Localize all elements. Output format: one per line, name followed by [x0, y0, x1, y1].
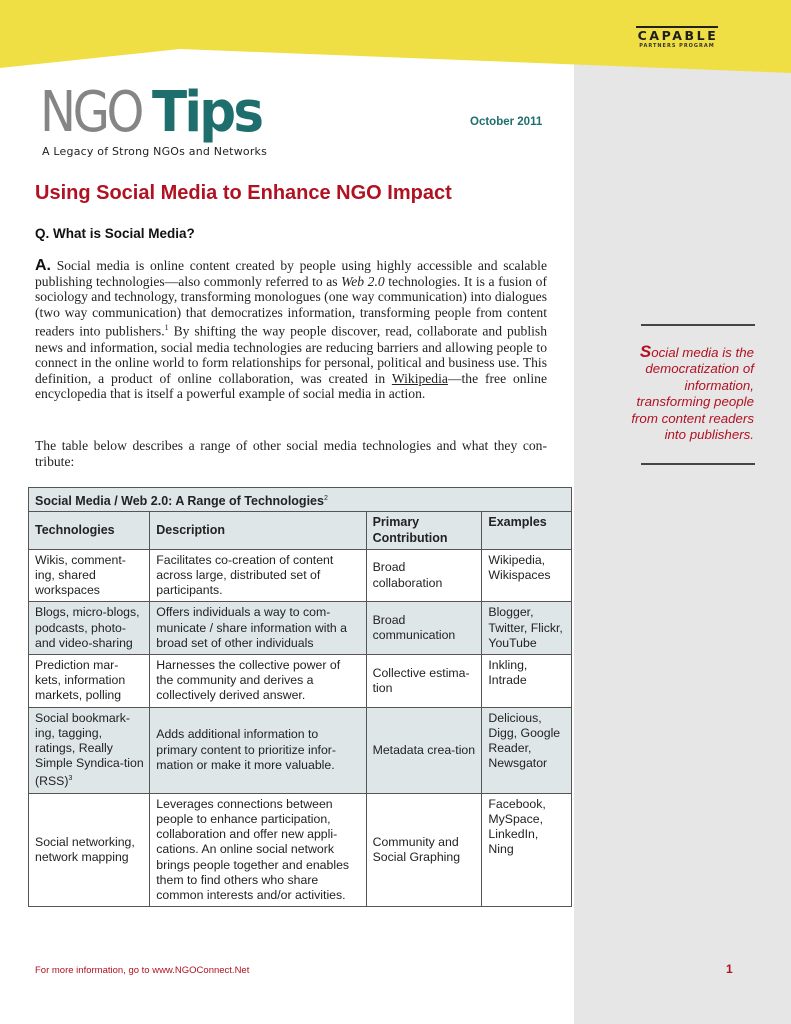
cell-technologies: Blogs, micro-blogs, podcasts, photo- and video-sharing — [29, 602, 150, 655]
table-caption-row — [29, 488, 572, 512]
table-row — [29, 654, 572, 707]
cell-examples: Delicious, Digg, Google Reader, Newsgator — [482, 707, 572, 793]
cell-description: Adds additional information to primary content to prioritize infor-mation or make it more valuable. — [150, 707, 366, 793]
cell-description: Leverages connections between people to enhance participation, collaboration and offer new appli-cations. An online social network brings people together and enables them to find others who share common interests and/or activities. — [150, 793, 366, 906]
answer-text: By shifting the way people discover, read, collaborate and publish news and information, social media technologies are reducing barriers and allowing people to connect in the online world to form relationships for personal, political and business use. This definition, a product of online collaboration, was created in — [35, 323, 547, 386]
table-caption — [29, 488, 572, 512]
table-intro-paragraph: The table below describes a range of other social media technologies and what they con-tribute: — [35, 438, 547, 469]
cell-description: Facilitates co-creation of content across large, distributed set of participants. — [150, 549, 366, 602]
wikipedia-link[interactable]: Wikipedia — [391, 370, 448, 386]
cell-technologies: Wikis, comment-ing, shared workspaces — [29, 549, 150, 602]
logo-tips-text: Tips — [152, 80, 262, 145]
answer-label: A. — [35, 257, 51, 274]
pull-quote-top-rule — [641, 324, 755, 326]
table-caption-text: Social Media / Web 2.0: A Range of Technologies — [35, 494, 324, 509]
sidebar-background — [574, 0, 791, 1024]
technologies-table — [28, 487, 572, 907]
logo-ngo-text: NGO — [40, 80, 141, 145]
answer-text: Social media is online content created by people using highly accessible and scalable publishing technologies—also commonly referred to as — [35, 258, 547, 289]
cell-examples: Blogger, Twitter, Flickr, YouTube — [482, 602, 572, 655]
capable-partners-logo — [632, 26, 722, 50]
answer-text: technologies. It is a fusion of sociology and technology, transforming monologues (one way communication) into dialogues (two way communication) that democratizes information, transforming people from content readers into publishers. — [35, 273, 547, 339]
cell-technologies: Social networking, network mapping — [29, 793, 150, 906]
cell-description: Harnesses the collective power of the community and derives a collectively derived answer. — [150, 654, 366, 707]
cell-contribution: Community and Social Graphing — [366, 793, 482, 906]
capable-logo-subtitle: PARTNERS PROGRAM — [639, 43, 715, 49]
pull-quote-bottom-rule — [641, 463, 755, 465]
header-technologies: Technologies — [29, 512, 150, 549]
answer-emphasis: Web 2.0 — [341, 273, 385, 289]
table-row — [29, 549, 572, 602]
footnote-ref[interactable]: 3 — [68, 775, 73, 783]
cell-technologies — [29, 707, 150, 793]
cell-technologies: Prediction mar-kets, information markets, polling — [29, 654, 150, 707]
footnote-ref[interactable]: 1 — [164, 323, 169, 333]
cell-contribution: Broad collaboration — [366, 549, 482, 602]
question-heading: Q. What is Social Media? — [35, 226, 195, 241]
article-title: Using Social Media to Enhance NGO Impact — [35, 182, 452, 204]
table-row — [29, 793, 572, 906]
capable-logo-name: CAPABLE — [637, 28, 719, 43]
ngotips-logo — [40, 78, 262, 148]
cell-description: Offers individuals a way to com-municate / share information with a broad set of other individuals — [150, 602, 366, 655]
footnote-ref[interactable]: 2 — [323, 495, 328, 502]
logo-tagline: A Legacy of Strong NGOs and Networks — [42, 145, 268, 158]
page-number: 1 — [726, 962, 733, 976]
cell-contribution: Collective estima-tion — [366, 654, 482, 707]
table-row — [29, 602, 572, 655]
cell-examples: Facebook, MySpace, LinkedIn, Ning — [482, 793, 572, 906]
cell-technologies-text: Social bookmark-ing, tagging, ratings, Really Simple Syndica-tion (RSS) — [35, 710, 144, 789]
header-description: Description — [150, 512, 366, 549]
issue-date: October 2011 — [470, 116, 543, 128]
table-row — [29, 707, 572, 793]
cell-contribution: Metadata crea-tion — [366, 707, 482, 793]
cell-examples: Wikipedia, Wikispaces — [482, 549, 572, 602]
pull-quote-dropcap: S — [639, 342, 652, 361]
cell-contribution: Broad communication — [366, 602, 482, 655]
answer-text: —the free online encyclopedia that is itself a powerful example of social media in action. — [35, 370, 547, 402]
table-header-row — [29, 512, 572, 549]
pull-quote — [612, 344, 754, 443]
footer-info-link[interactable]: For more information, go to www.NGOConnect.Net — [35, 965, 250, 976]
pull-quote-text: ocial media is the democratization of information, transforming people from content readers into publishers. — [631, 345, 754, 443]
header-primary-contribution: Primary Contribution — [366, 512, 482, 549]
answer-paragraph — [35, 258, 547, 402]
cell-examples: Inkling, Intrade — [482, 654, 572, 707]
header-examples: Examples — [482, 512, 572, 549]
